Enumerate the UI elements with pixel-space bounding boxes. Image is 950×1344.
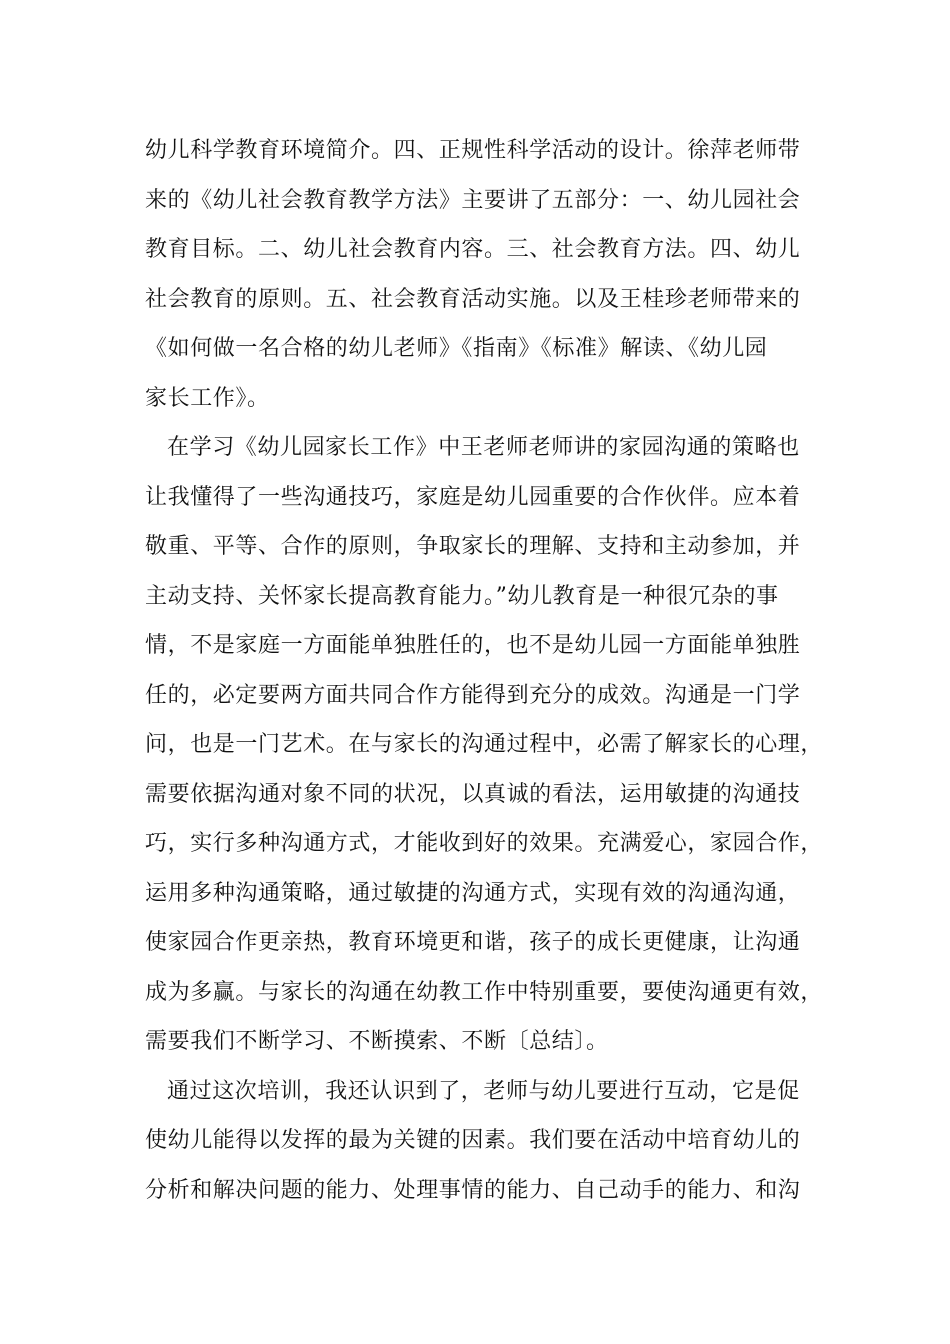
text-line: 巧，实行多种沟通方式，才能收到好的效果。充满爱心，家园合作， — [145, 831, 824, 856]
text-line: 来的《幼儿社会教育教学方法》主要讲了五部分：一、幼儿园社会 — [145, 187, 801, 213]
text-line: 敬重、平等、合作的原则，争取家长的理解、支持和主动参加，并 — [145, 534, 801, 559]
paragraph-first-line: 通过这次培训，我还认识到了，老师与幼儿要进行互动，它是促 — [167, 1078, 800, 1104]
text-line: 问，也是一门艺术。在与家长的沟通过程中，必需了解家长的心理， — [145, 732, 824, 757]
text-line: 任的，必定要两方面共同合作方能得到充分的成效。沟通是一门学 — [145, 682, 801, 708]
text-line: 社会教育的原则。五、社会教育活动实施。以及王桂珍老师带来的 — [145, 286, 801, 312]
text-line: 教育目标。二、幼儿社会教育内容。三、社会教育方法。四、幼儿 — [145, 237, 801, 262]
text-line: 家长工作》。 — [145, 385, 270, 411]
text-line: 需要依据沟通对象不同的状况，以真诚的看法，运用敏捷的沟通技 — [145, 781, 801, 807]
text-line: 情，不是家庭一方面能单独胜任的，也不是幼儿园一方面能单独胜 — [145, 633, 801, 658]
text-line: 使幼儿能得以发挥的最为关键的因素。我们要在活动中培育幼儿的 — [145, 1128, 801, 1153]
text-line: 《如何做一名合格的幼儿老师》《指南》《标准》解读、《幼儿园 — [145, 336, 768, 361]
text-line: 需要我们不断学习、不断摸索、不断〔总结〕。 — [145, 1029, 609, 1054]
text-line: 主动支持、关怀家长提高教育能力。”幼儿教育是一种很冗杂的事 — [145, 583, 779, 609]
text-line: 分析和解决问题的能力、处理事情的能力、自己动手的能力、和沟 — [145, 1177, 801, 1203]
text-line: 让我懂得了一些沟通技巧，家庭是幼儿园重要的合作伙伴。应本着 — [145, 484, 801, 510]
paragraph-first-line: 在学习《幼儿园家长工作》中王老师老师讲的家园沟通的策略也 — [167, 435, 800, 460]
text-line: 幼儿科学教育环境简介。四、正规性科学活动的设计。徐萍老师带 — [145, 138, 801, 163]
text-line: 使家园合作更亲热，教育环境更和谐，孩子的成长更健康，让沟通 — [145, 930, 801, 955]
text-line: 运用多种沟通策略，通过敏捷的沟通方式，实现有效的沟通沟通， — [145, 880, 801, 906]
text-line: 成为多赢。与家长的沟通在幼教工作中特别重要，要使沟通更有效， — [145, 979, 824, 1005]
document-body — [145, 126, 845, 1215]
